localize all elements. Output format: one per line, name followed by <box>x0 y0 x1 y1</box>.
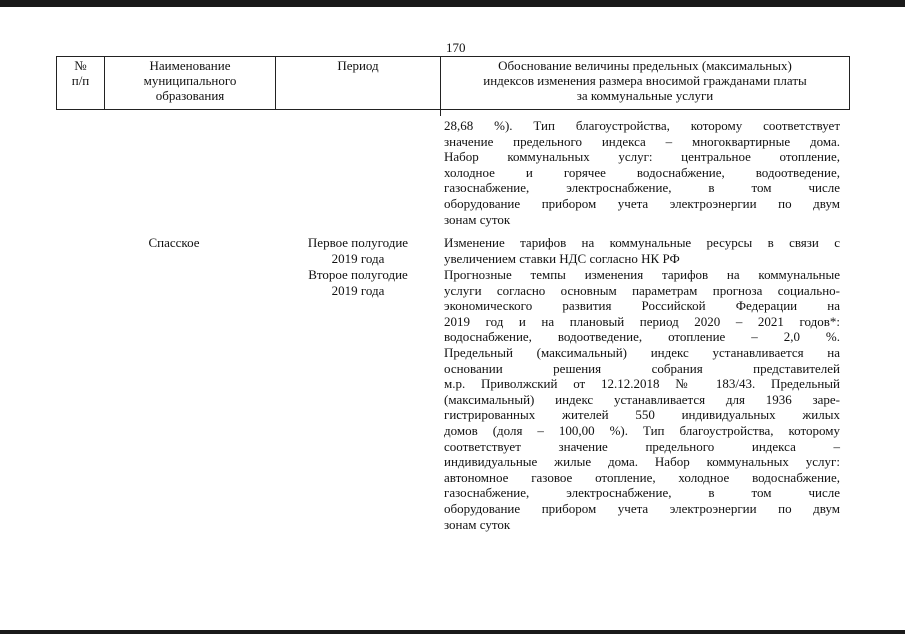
header-period-label: Период <box>337 58 379 73</box>
text-line: значение предельного индекса – многоквартирные дома. <box>444 133 840 149</box>
period-first-half <box>285 235 431 266</box>
justification-vat <box>444 235 840 266</box>
period-line: 2019 года <box>331 282 385 298</box>
text-line: газоснабжение, электроснабжение, в том числе <box>444 180 840 196</box>
text-line: гистрированных жителей 550 индивидуальных жилых <box>444 407 840 423</box>
text-line: Прогнозные темпы изменения тарифов на коммунальные <box>444 267 840 282</box>
text-line: газоснабжение, электроснабжение, в том числе <box>444 485 840 501</box>
text-line: индивидуальные жилые дома. Набор коммунальных услуг: <box>444 454 840 470</box>
text-line: (максимальный) индекс устанавливается для 1936 заре- <box>444 391 840 407</box>
header-municipality-label: Наименование муниципального образования <box>143 58 237 103</box>
municipality-name: Спасское <box>148 235 200 250</box>
text-line: водоснабжение, водоотведение, отопление – 2,0 %. <box>444 329 840 345</box>
text-line: зонам суток <box>444 211 511 227</box>
text-line: основании решения собрания представителей <box>444 360 840 376</box>
period-line: Второе полугодие <box>308 267 408 282</box>
scan-bottom-border <box>0 630 905 634</box>
text-line: зонам суток <box>444 516 511 532</box>
header-cell-municipality <box>104 56 276 110</box>
text-line: автономное газовое отопление, холодное водоснабжение, <box>444 469 840 485</box>
text-line: холодное и горячее водоснабжение, водоотведение, <box>444 164 840 180</box>
text-line: услуги согласно основным параметрам прогноза социально- <box>444 282 840 298</box>
period-second-half <box>285 267 431 298</box>
header-cell-period <box>275 56 441 110</box>
header-number-label: № п/п <box>71 58 90 88</box>
text-line: Набор коммунальных услуг: центральное отопление, <box>444 149 840 165</box>
header-justification-label: Обоснование величины предельных (максимальных) индексов изменения размера вносимой гражданами платы за коммунальные услуги <box>483 58 807 103</box>
justification-continuation <box>444 118 840 227</box>
page-number: 170 <box>446 40 466 55</box>
period-line: 2019 года <box>331 250 385 266</box>
justification-forecast <box>444 267 840 532</box>
header-cell-justification <box>440 56 850 110</box>
text-line: домов (доля – 100,00 %). Тип благоустройства, которому <box>444 422 840 438</box>
text-line: 2019 год и на плановый период 2020 – 2021 годов*: <box>444 313 840 329</box>
text-line: экономического развития Российской Федерации на <box>444 298 840 314</box>
header-cell-number <box>56 56 105 110</box>
text-line: Изменение тарифов на коммунальные ресурсы в связи с <box>444 235 840 250</box>
text-line: соответствует значение предельного индекса – <box>444 438 840 454</box>
column-divider <box>440 110 441 116</box>
text-line: м.р. Приволжский от 12.12.2018 № 183/43. Предельный <box>444 376 840 392</box>
text-line: 28,68 %). Тип благоустройства, которому соответствует <box>444 118 840 133</box>
text-line: Предельный (максимальный) индекс устанавливается на <box>444 344 840 360</box>
text-line: оборудование прибором учета электроэнергии по двум <box>444 500 840 516</box>
text-line: увеличением ставки НДС согласно НК РФ <box>444 250 680 266</box>
period-line: Первое полугодие <box>307 235 409 250</box>
scan-top-border <box>0 0 905 7</box>
text-line: оборудование прибором учета электроэнергии по двум <box>444 195 840 211</box>
